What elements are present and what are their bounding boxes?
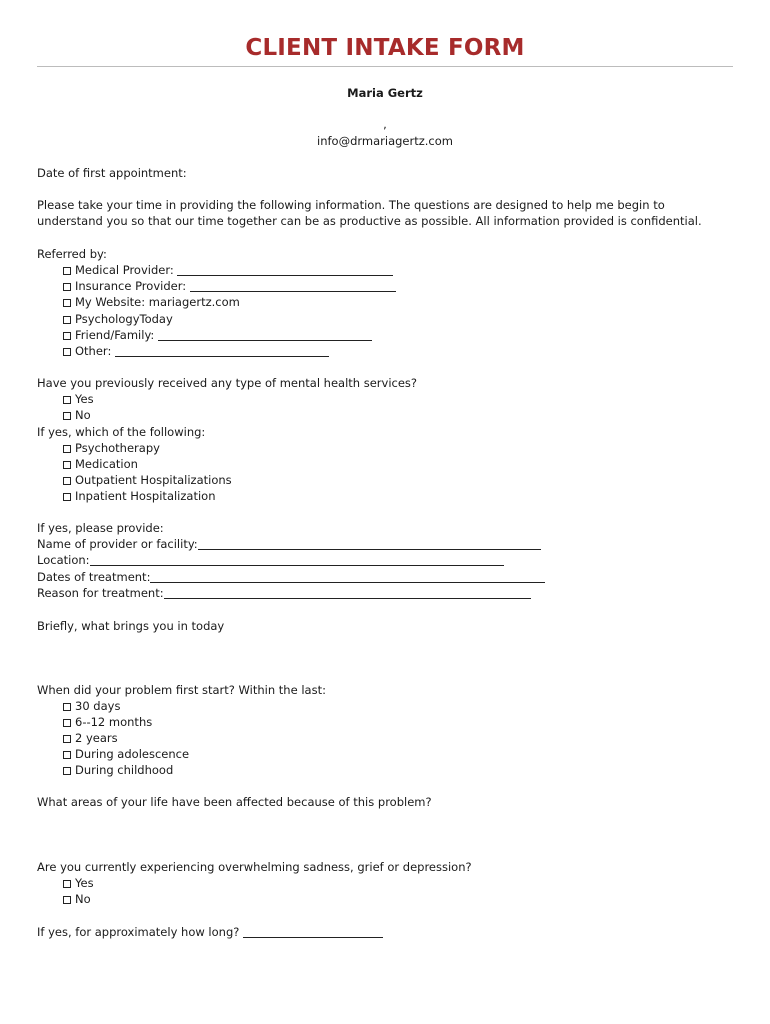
medical-provider-blank[interactable] [177,264,393,276]
referred-option-friend-family[interactable]: Friend/Family: [63,327,372,343]
location-field[interactable]: Location: [37,552,504,568]
intro-line-2: understand you so that our time together can be as productive as possible. All information provided is confidential. [37,214,702,228]
checkbox[interactable] [63,896,71,904]
prior-services-no[interactable]: No [63,407,91,423]
service-type-inpatient[interactable]: Inpatient Hospitalization [63,488,216,504]
provider-separator: , [383,117,387,131]
problem-start-question: When did your problem first start? Within the last: [37,683,326,697]
checkbox[interactable] [63,332,71,340]
insurance-provider-blank[interactable] [190,280,396,292]
problem-start-2-years[interactable]: 2 years [63,730,118,746]
prior-services-followup: If yes, which of the following: [37,425,206,439]
referred-option-other[interactable]: Other: [63,343,329,359]
problem-start-adolescence[interactable]: During adolescence [63,746,189,762]
checkbox[interactable] [63,477,71,485]
please-provide-label: If yes, please provide: [37,521,164,535]
problem-start-childhood[interactable]: During childhood [63,762,173,778]
problem-start-6-12-months[interactable]: 6--12 months [63,714,152,730]
service-type-psychotherapy[interactable]: Psychotherapy [63,440,160,456]
title-divider [37,66,733,67]
intro-line-1: Please take your time in providing the following information. The questions are designed to help me begin to [37,198,665,212]
friend-family-blank[interactable] [158,329,372,341]
service-type-medication[interactable]: Medication [63,456,138,472]
prior-services-yes[interactable]: Yes [63,391,94,407]
what-brings-you-question: Briefly, what brings you in today [37,619,225,633]
service-type-outpatient[interactable]: Outpatient Hospitalizations [63,472,232,488]
sadness-question: Are you currently experiencing overwhelming sadness, grief or depression? [37,860,472,874]
provider-name: Maria Gertz [347,86,423,100]
checkbox[interactable] [63,267,71,275]
checkbox[interactable] [63,751,71,759]
form-title: CLIENT INTAKE FORM [245,35,525,61]
checkbox[interactable] [63,880,71,888]
location-blank[interactable] [90,554,504,566]
dates-of-treatment-field[interactable]: Dates of treatment: [37,569,545,585]
sadness-no[interactable]: No [63,891,91,907]
checkbox[interactable] [63,412,71,420]
referred-option-website[interactable]: My Website: mariagertz.com [63,294,240,310]
prior-services-question: Have you previously received any type of mental health services? [37,376,418,390]
checkbox[interactable] [63,719,71,727]
checkbox[interactable] [63,461,71,469]
reason-for-treatment-field[interactable]: Reason for treatment: [37,585,531,601]
checkbox[interactable] [63,767,71,775]
other-blank[interactable] [115,345,329,357]
date-of-first-appointment-label: Date of first appointment: [37,166,187,180]
checkbox[interactable] [63,735,71,743]
problem-start-30-days[interactable]: 30 days [63,698,120,714]
referred-option-insurance[interactable]: Insurance Provider: [63,278,396,294]
checkbox[interactable] [63,283,71,291]
checkbox[interactable] [63,493,71,501]
dates-of-treatment-blank[interactable] [150,571,545,583]
referred-option-psychologytoday[interactable]: PsychologyToday [63,311,173,327]
provider-facility-blank[interactable] [198,538,541,550]
checkbox[interactable] [63,348,71,356]
sadness-duration-field[interactable]: If yes, for approximately how long? [37,924,383,940]
checkbox[interactable] [63,396,71,404]
checkbox[interactable] [63,299,71,307]
referred-by-label: Referred by: [37,247,107,261]
provider-email: info@drmariagertz.com [317,134,453,148]
sadness-duration-blank[interactable] [243,926,383,938]
checkbox[interactable] [63,445,71,453]
reason-for-treatment-blank[interactable] [164,587,531,599]
checkbox[interactable] [63,703,71,711]
sadness-yes[interactable]: Yes [63,875,94,891]
areas-affected-question: What areas of your life have been affected because of this problem? [37,795,432,809]
provider-facility-field[interactable]: Name of provider or facility: [37,536,541,552]
checkbox[interactable] [63,316,71,324]
referred-option-medical[interactable]: Medical Provider: [63,262,393,278]
